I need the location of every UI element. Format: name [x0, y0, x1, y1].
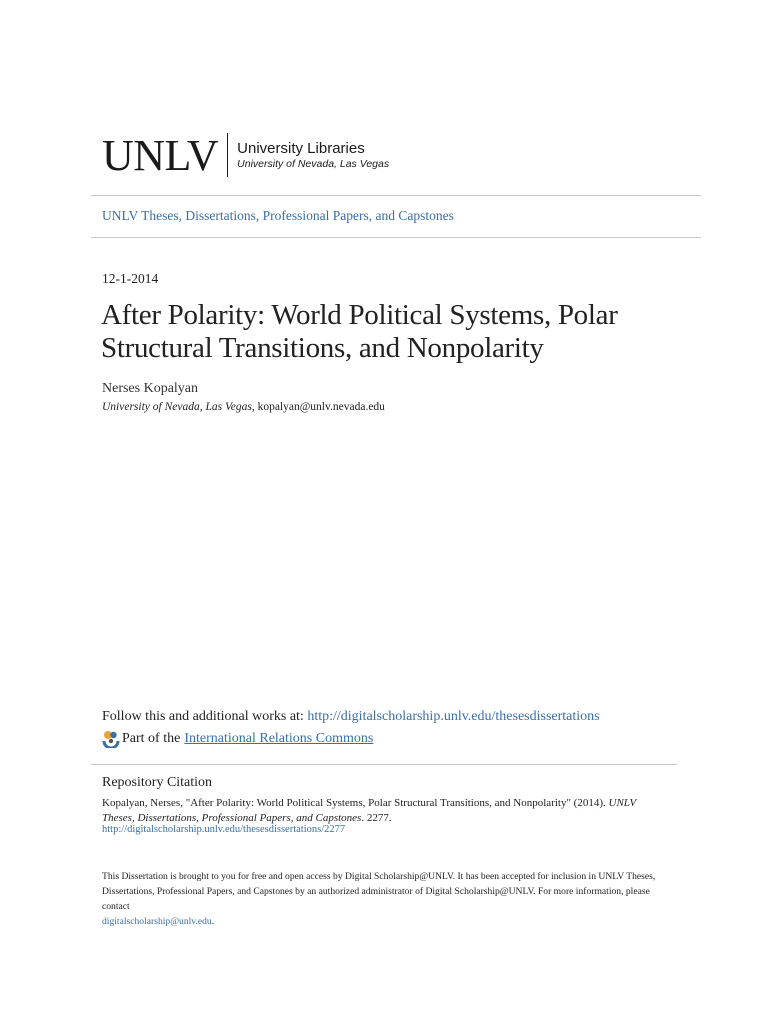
notice-text: This Dissertation is brought to you for free and open access by Digital Scholarship@UNLV. It has been accepted for inclusion in UNLV Theses, Dissertations, Professional Papers, and Capstones by an authorized administrator of Digital Scholarship@UNLV. For more information, please contact: [102, 871, 656, 912]
part-of-line: [102, 730, 373, 748]
logo-university-name: University of Nevada, Las Vegas: [237, 157, 390, 170]
citation-rule: [91, 764, 677, 765]
follow-label: Follow this and additional works at:: [102, 709, 304, 724]
document-title: After Polarity: World Political Systems, Polar Structural Transitions, and Nonpolarity: [101, 299, 618, 364]
collection-link[interactable]: UNLV Theses, Dissertations, Professional Papers, and Capstones: [102, 208, 454, 223]
part-of-label: Part of the: [122, 731, 181, 746]
citation-prefix: Kopalyan, Nerses, "After Polarity: World Political Systems, Polar Structural Transitions, and Nonpolarity" (2014).: [102, 797, 606, 809]
logo-wordmark: UNLV: [102, 131, 219, 180]
citation-url-link[interactable]: http://digitalscholarship.unlv.edu/thesesdissertations/2277: [102, 824, 346, 835]
unlv-libraries-logo: [102, 131, 390, 180]
collection-url-link[interactable]: http://digitalscholarship.unlv.edu/thesesdissertations: [307, 709, 600, 724]
follow-works-line: [102, 708, 600, 725]
citation-suffix: . 2277.: [361, 812, 392, 824]
author-institution: University of Nevada, Las Vegas: [102, 401, 252, 413]
collection-rule: [91, 237, 701, 238]
author-affiliation: [102, 400, 385, 414]
logo-text: [237, 140, 389, 171]
top-rule: [91, 195, 701, 196]
affiliation-separator: ,: [251, 401, 255, 413]
citation-series: UNLV Theses, Dissertations, Professional Papers, and Capstones: [102, 797, 637, 824]
author-name: Nerses Kopalyan: [102, 381, 199, 396]
citation-heading: Repository Citation: [102, 775, 213, 790]
publication-date: 12-1-2014: [102, 271, 159, 286]
commons-link[interactable]: International Relations Commons: [184, 731, 374, 746]
network-commons-icon: [102, 730, 120, 748]
notice-end: .: [211, 916, 215, 927]
logo-divider: [227, 133, 228, 177]
citation-text: [102, 796, 662, 826]
contact-email-link[interactable]: digitalscholarship@unlv.edu: [102, 916, 212, 927]
author-email: kopalyan@unlv.nevada.edu: [257, 401, 385, 413]
access-notice: [102, 869, 672, 929]
logo-library-name: University Libraries: [237, 139, 365, 157]
